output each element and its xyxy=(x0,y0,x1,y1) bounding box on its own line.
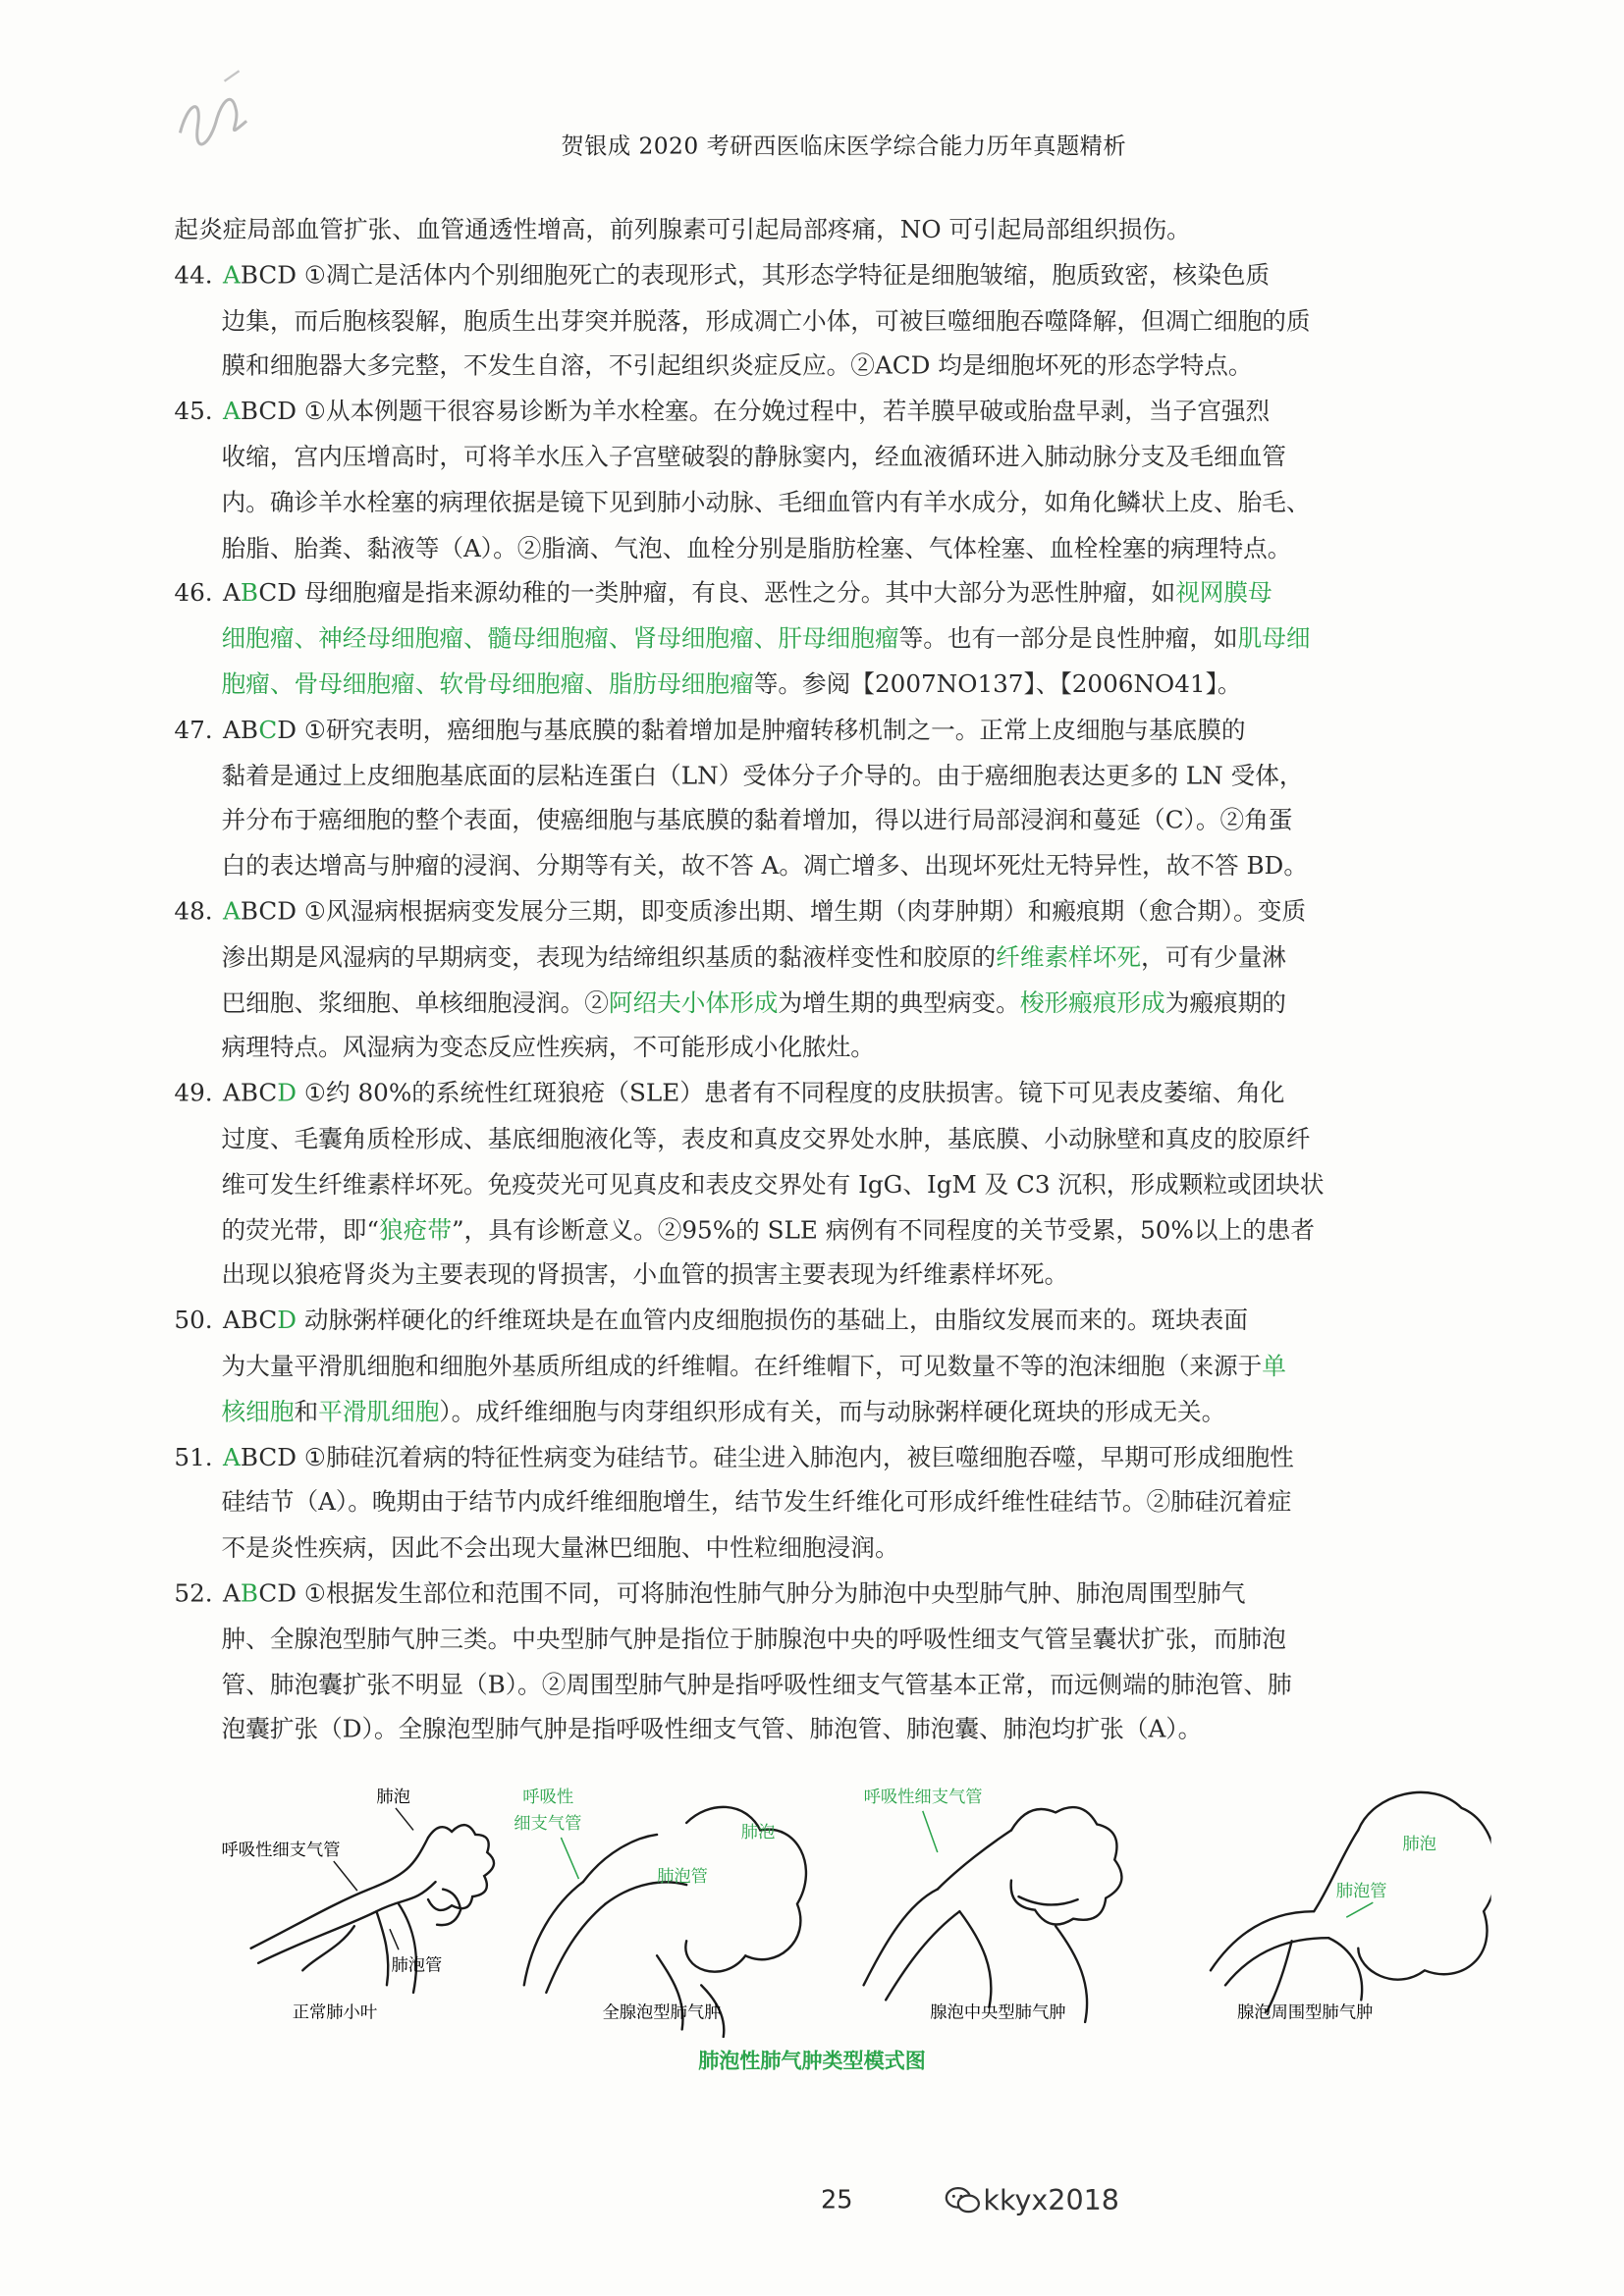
highlighted-text: A xyxy=(223,897,241,926)
text-segment: 内。确诊羊水栓塞的病理依据是镜下见到肺小动脉、毛细血管内有羊水成分，如角化鳞状上皮、胎毛、 xyxy=(221,488,1311,516)
text-segment: 母细胞瘤是指来源幼稚的一类肿瘤，有良、恶性之分。其中大部分为恶性肿瘤，如 xyxy=(297,578,1176,608)
highlighted-text: 梭形瘢痕形成 xyxy=(1019,988,1165,1017)
text-segment: ①风湿病根据病变发展分三期，即变质渗出期、增生期（肉芽肿期）和瘢痕期（愈合期）。变质 xyxy=(297,897,1307,926)
highlighted-text: 细胞瘤、神经母细胞瘤、髓母细胞瘤、肾母细胞瘤、肝母细胞瘤 xyxy=(221,624,899,653)
label-alveolus-4: 肺泡 xyxy=(1402,1835,1436,1855)
highlighted-text: D xyxy=(277,1306,298,1335)
text-segment: CD xyxy=(258,578,298,608)
highlighted-text: A xyxy=(223,397,241,426)
figure-caption: 肺泡性肺气肿类型模式图 xyxy=(698,2050,926,2074)
label-bronchiole-2a: 呼吸性 xyxy=(522,1787,574,1807)
text-segment: BCD xyxy=(240,397,298,426)
watermark-text: kkyx2018 xyxy=(983,2184,1119,2217)
text-segment: 收缩，宫内压增高时，可将羊水压入子宫壁破裂的静脉窦内，经血液循环进入肺动脉分支及毛细血管 xyxy=(221,443,1286,471)
question-continuation-line xyxy=(174,663,1517,708)
emphysema-diagram xyxy=(191,1764,1490,2059)
caption-panacinar: 全腺泡型肺气肿 xyxy=(602,2002,722,2023)
label-bronchiole-2b: 细支气管 xyxy=(514,1813,582,1834)
text-segment: 维可发生纤维素样坏死。免疫荧光可见真皮和表皮交界处有 IgG、IgM 及 C3 沉积，形成颗粒或团块状 xyxy=(221,1169,1325,1199)
text-segment: 肿、全腺泡型肺气肿三类。中央型肺气肿是指位于肺腺泡中央的呼吸性细支气管呈囊状扩张，而肺泡 xyxy=(221,1625,1286,1653)
question-continuation-line xyxy=(174,481,1517,526)
label-duct-1: 肺泡管 xyxy=(391,1955,443,1976)
text-segment: 膜和细胞器大多完整，不发生自溶，不引起组织炎症反应。②ACD 均是细胞坏死的形态学特点。 xyxy=(221,351,1253,381)
page-number: 25 xyxy=(821,2185,853,2216)
highlighted-text: B xyxy=(240,1578,259,1608)
text-segment: ①凋亡是活体内个别细胞死亡的表现形式，其形态学特征是细胞皱缩，胞质致密，核染色质 xyxy=(297,260,1271,290)
question-number: 45. xyxy=(174,397,213,426)
question-number: 47. xyxy=(174,715,213,744)
label-bronchiole-1: 呼吸性细支气管 xyxy=(221,1841,341,1861)
question-line xyxy=(174,890,1517,935)
text-segment: 为增生期的典型病变。 xyxy=(778,988,1020,1017)
highlighted-text: 单 xyxy=(1262,1352,1286,1380)
question-continuation-line xyxy=(174,617,1517,663)
highlighted-text: D xyxy=(277,1079,298,1107)
page-header: 贺银成 2020 考研西医临床医学综合能力历年真题精析 xyxy=(561,133,1127,160)
wechat-icon xyxy=(945,2186,980,2216)
question-continuation-line xyxy=(174,1708,1517,1753)
question-line xyxy=(174,1435,1517,1480)
text-segment: ABC xyxy=(223,1079,278,1107)
text-segment: ①约 80%的系统性红斑狼疮（SLE）患者有不同程度的皮肤损害。镜下可见表皮萎缩、角化 xyxy=(297,1079,1285,1107)
text-segment: ①研究表明，癌细胞与基底膜的黏着增加是肿瘤转移机制之一。正常上皮细胞与基底膜的 xyxy=(297,715,1246,744)
text-segment: 并分布于癌细胞的整个表面，使癌细胞与基底膜的黏着增加，得以进行局部浸润和蔓延（C）。②角蛋 xyxy=(221,806,1293,835)
question-continuation-line xyxy=(174,754,1517,799)
text-segment: BCD xyxy=(240,1442,298,1471)
text-segment: AB xyxy=(223,715,259,744)
question-line xyxy=(174,1572,1517,1617)
highlighted-text: 纤维素样坏死 xyxy=(996,942,1142,971)
question-continuation-line xyxy=(174,1617,1517,1662)
question-continuation-line xyxy=(174,299,1517,345)
text-segment: 不是炎性疾病，因此不会出现大量淋巴细胞、中性粒细胞浸润。 xyxy=(221,1533,899,1562)
question-line xyxy=(174,1072,1517,1117)
text-segment: ①肺硅沉着病的特征性病变为硅结节。硅尘进入肺泡内，被巨噬细胞吞噬，早期可形成细胞性 xyxy=(297,1442,1294,1471)
text-segment: 黏着是通过上皮细胞基底面的层粘连蛋白（LN）受体分子介导的。由于癌细胞表达更多的 LN 受体， xyxy=(221,761,1304,789)
label-alveolus-1: 肺泡 xyxy=(376,1787,410,1807)
question-continuation-line xyxy=(174,1345,1517,1390)
question-number: 52. xyxy=(174,1578,213,1608)
text-segment: D xyxy=(277,715,298,744)
text-segment: 等。参阅【2007NO137】、【2006NO41】。 xyxy=(753,669,1242,699)
text-segment: 病理特点。风湿病为变态反应性疾病，不可能形成小化脓灶。 xyxy=(221,1034,875,1062)
question-number: 46. xyxy=(174,578,213,608)
caption-normal: 正常肺小叶 xyxy=(292,2002,378,2023)
highlighted-text: 狼疮带 xyxy=(379,1215,452,1244)
question-number: 51. xyxy=(174,1442,213,1471)
label-alveolus-2: 肺泡 xyxy=(740,1822,776,1842)
question-line xyxy=(174,253,1517,298)
text-segment: 为瘢痕期的 xyxy=(1164,988,1286,1017)
question-continuation-line xyxy=(174,436,1517,481)
text-segment: 和 xyxy=(294,1397,319,1426)
highlighted-text: 视网膜母 xyxy=(1175,578,1272,608)
text-segment: 边集，而后胞核裂解，胞质生出芽突并脱落，形成凋亡小体，可被巨噬细胞吞噬降解，但凋亡细胞的质 xyxy=(221,306,1311,335)
question-number: 44. xyxy=(174,260,213,290)
question-continuation-line xyxy=(174,799,1517,844)
text-segment: ）。成纤维细胞与肉芽组织形成有关，而与动脉粥样硬化斑块的形成无关。 xyxy=(439,1397,1226,1426)
highlighted-text: 胞瘤、骨母细胞瘤、软骨母细胞瘤、脂肪母细胞瘤 xyxy=(221,669,754,699)
handwritten-mark xyxy=(165,59,268,162)
question-number: 49. xyxy=(174,1079,213,1107)
continuation-text: 起炎症局部血管扩张、血管通透性增高，前列腺素可引起局部疼痛，NO 可引起局部组织损伤。 xyxy=(174,215,1191,244)
caption-paraseptal: 腺泡周围型肺气肿 xyxy=(1237,2002,1374,2023)
text-segment: 过度、毛囊角质栓形成、基底细胞液化等，表皮和真皮交界处水肿，基底膜、小动脉壁和真皮的胶原纤 xyxy=(221,1124,1311,1153)
question-continuation-line xyxy=(174,1254,1517,1299)
document-body xyxy=(174,208,1517,1753)
text-segment: 泡囊扩张（D）。全腺泡型肺气肿是指呼吸性细支气管、肺泡管、肺泡囊、肺泡均扩张（A）。 xyxy=(221,1715,1203,1744)
label-duct-4: 肺泡管 xyxy=(1335,1882,1387,1902)
question-line xyxy=(174,390,1517,435)
highlighted-text: 核细胞 xyxy=(221,1397,295,1426)
highlighted-text: C xyxy=(258,715,278,744)
highlighted-text: 平滑肌细胞 xyxy=(318,1397,440,1426)
text-segment: 白的表达增高与肿瘤的浸润、分期等有关，故不答 A。凋亡增多、出现坏死灶无特异性，故不答 BD。 xyxy=(221,851,1308,881)
text-segment: 的荧光带，即“ xyxy=(221,1215,380,1244)
highlighted-text: A xyxy=(223,260,241,290)
text-segment: CD xyxy=(258,1578,298,1608)
question-continuation-line xyxy=(174,1526,1517,1572)
question-line xyxy=(174,708,1517,753)
question-continuation-line xyxy=(174,935,1517,981)
label-bronchiole-3: 呼吸性细支气管 xyxy=(863,1787,983,1807)
question-number: 48. xyxy=(174,897,213,926)
text-segment: ，可有少量淋 xyxy=(1141,942,1286,971)
text-segment: 渗出期是风湿病的早期病变，表现为结缔组织基质的黏液样变性和胶原的 xyxy=(221,942,997,971)
text-segment: 动脉粥样硬化的纤维斑块是在血管内皮细胞损伤的基础上，由脂纹发展而来的。斑块表面 xyxy=(297,1306,1249,1335)
text-segment: ①根据发生部位和范围不同，可将肺泡性肺气肿分为肺泡中央型肺气肿、肺泡周围型肺气 xyxy=(297,1578,1246,1608)
question-continuation-line xyxy=(174,1663,1517,1708)
highlighted-text: A xyxy=(223,1442,241,1471)
text-segment: ABC xyxy=(223,1306,278,1335)
text-segment: A xyxy=(223,1578,241,1608)
text-segment: 管、肺泡囊扩张不明显（B）。②周围型肺气肿是指呼吸性细支气管基本正常，而远侧端的肺泡管、肺 xyxy=(221,1670,1292,1698)
question-continuation-line xyxy=(174,526,1517,571)
question-continuation-line xyxy=(174,1481,1517,1526)
text-segment: 为大量平滑肌细胞和细胞外基质所组成的纤维帽。在纤维帽下，可见数量不等的泡沫细胞（来源于 xyxy=(221,1352,1263,1380)
question-continuation-line xyxy=(174,345,1517,390)
text-segment: 巴细胞、浆细胞、单核细胞浸润。② xyxy=(221,988,609,1017)
watermark xyxy=(945,2184,1119,2216)
text-segment: ”，具有诊断意义。②95%的 SLE 病例有不同程度的关节受累，50%以上的患者 xyxy=(451,1215,1316,1244)
question-number: 50. xyxy=(174,1306,213,1335)
text-segment: BCD xyxy=(240,897,298,926)
label-duct-2: 肺泡管 xyxy=(657,1867,708,1888)
question-continuation-line xyxy=(174,1390,1517,1435)
text-segment: 出现以狼疮肾炎为主要表现的肾损害，小血管的损害主要表现为纤维素样坏死。 xyxy=(221,1260,1069,1290)
text-segment: ①从本例题干很容易诊断为羊水栓塞。在分娩过程中，若羊膜早破或胎盘早剥，当子宫强烈 xyxy=(297,397,1271,426)
question-line xyxy=(174,571,1517,616)
text-segment: BCD xyxy=(240,260,298,290)
question-continuation-line xyxy=(174,1117,1517,1162)
text-segment: 硅结节（A）。晚期由于结节内成纤维细胞增生，结节发生纤维化可形成纤维性硅结节。②肺硅沉着症 xyxy=(221,1488,1292,1517)
question-continuation-line xyxy=(174,1208,1517,1254)
text-segment: 等。也有一部分是良性肿瘤，如 xyxy=(898,624,1238,653)
question-continuation-line xyxy=(174,1027,1517,1072)
highlighted-text: B xyxy=(240,578,259,608)
question-line xyxy=(174,1299,1517,1344)
question-continuation-line xyxy=(174,1162,1517,1207)
text-segment: A xyxy=(223,578,241,608)
highlighted-text: 阿绍夫小体形成 xyxy=(608,988,779,1017)
text-segment: 胎脂、胎粪、黏液等（A）。②脂滴、气泡、血栓分别是脂肪栓塞、气体栓塞、血栓栓塞的病理特点。 xyxy=(221,533,1292,562)
highlighted-text: 肌母细 xyxy=(1237,624,1311,653)
question-continuation-line xyxy=(174,981,1517,1026)
question-continuation-line xyxy=(174,844,1517,889)
caption-centriacinar: 腺泡中央型肺气肿 xyxy=(930,2002,1066,2023)
